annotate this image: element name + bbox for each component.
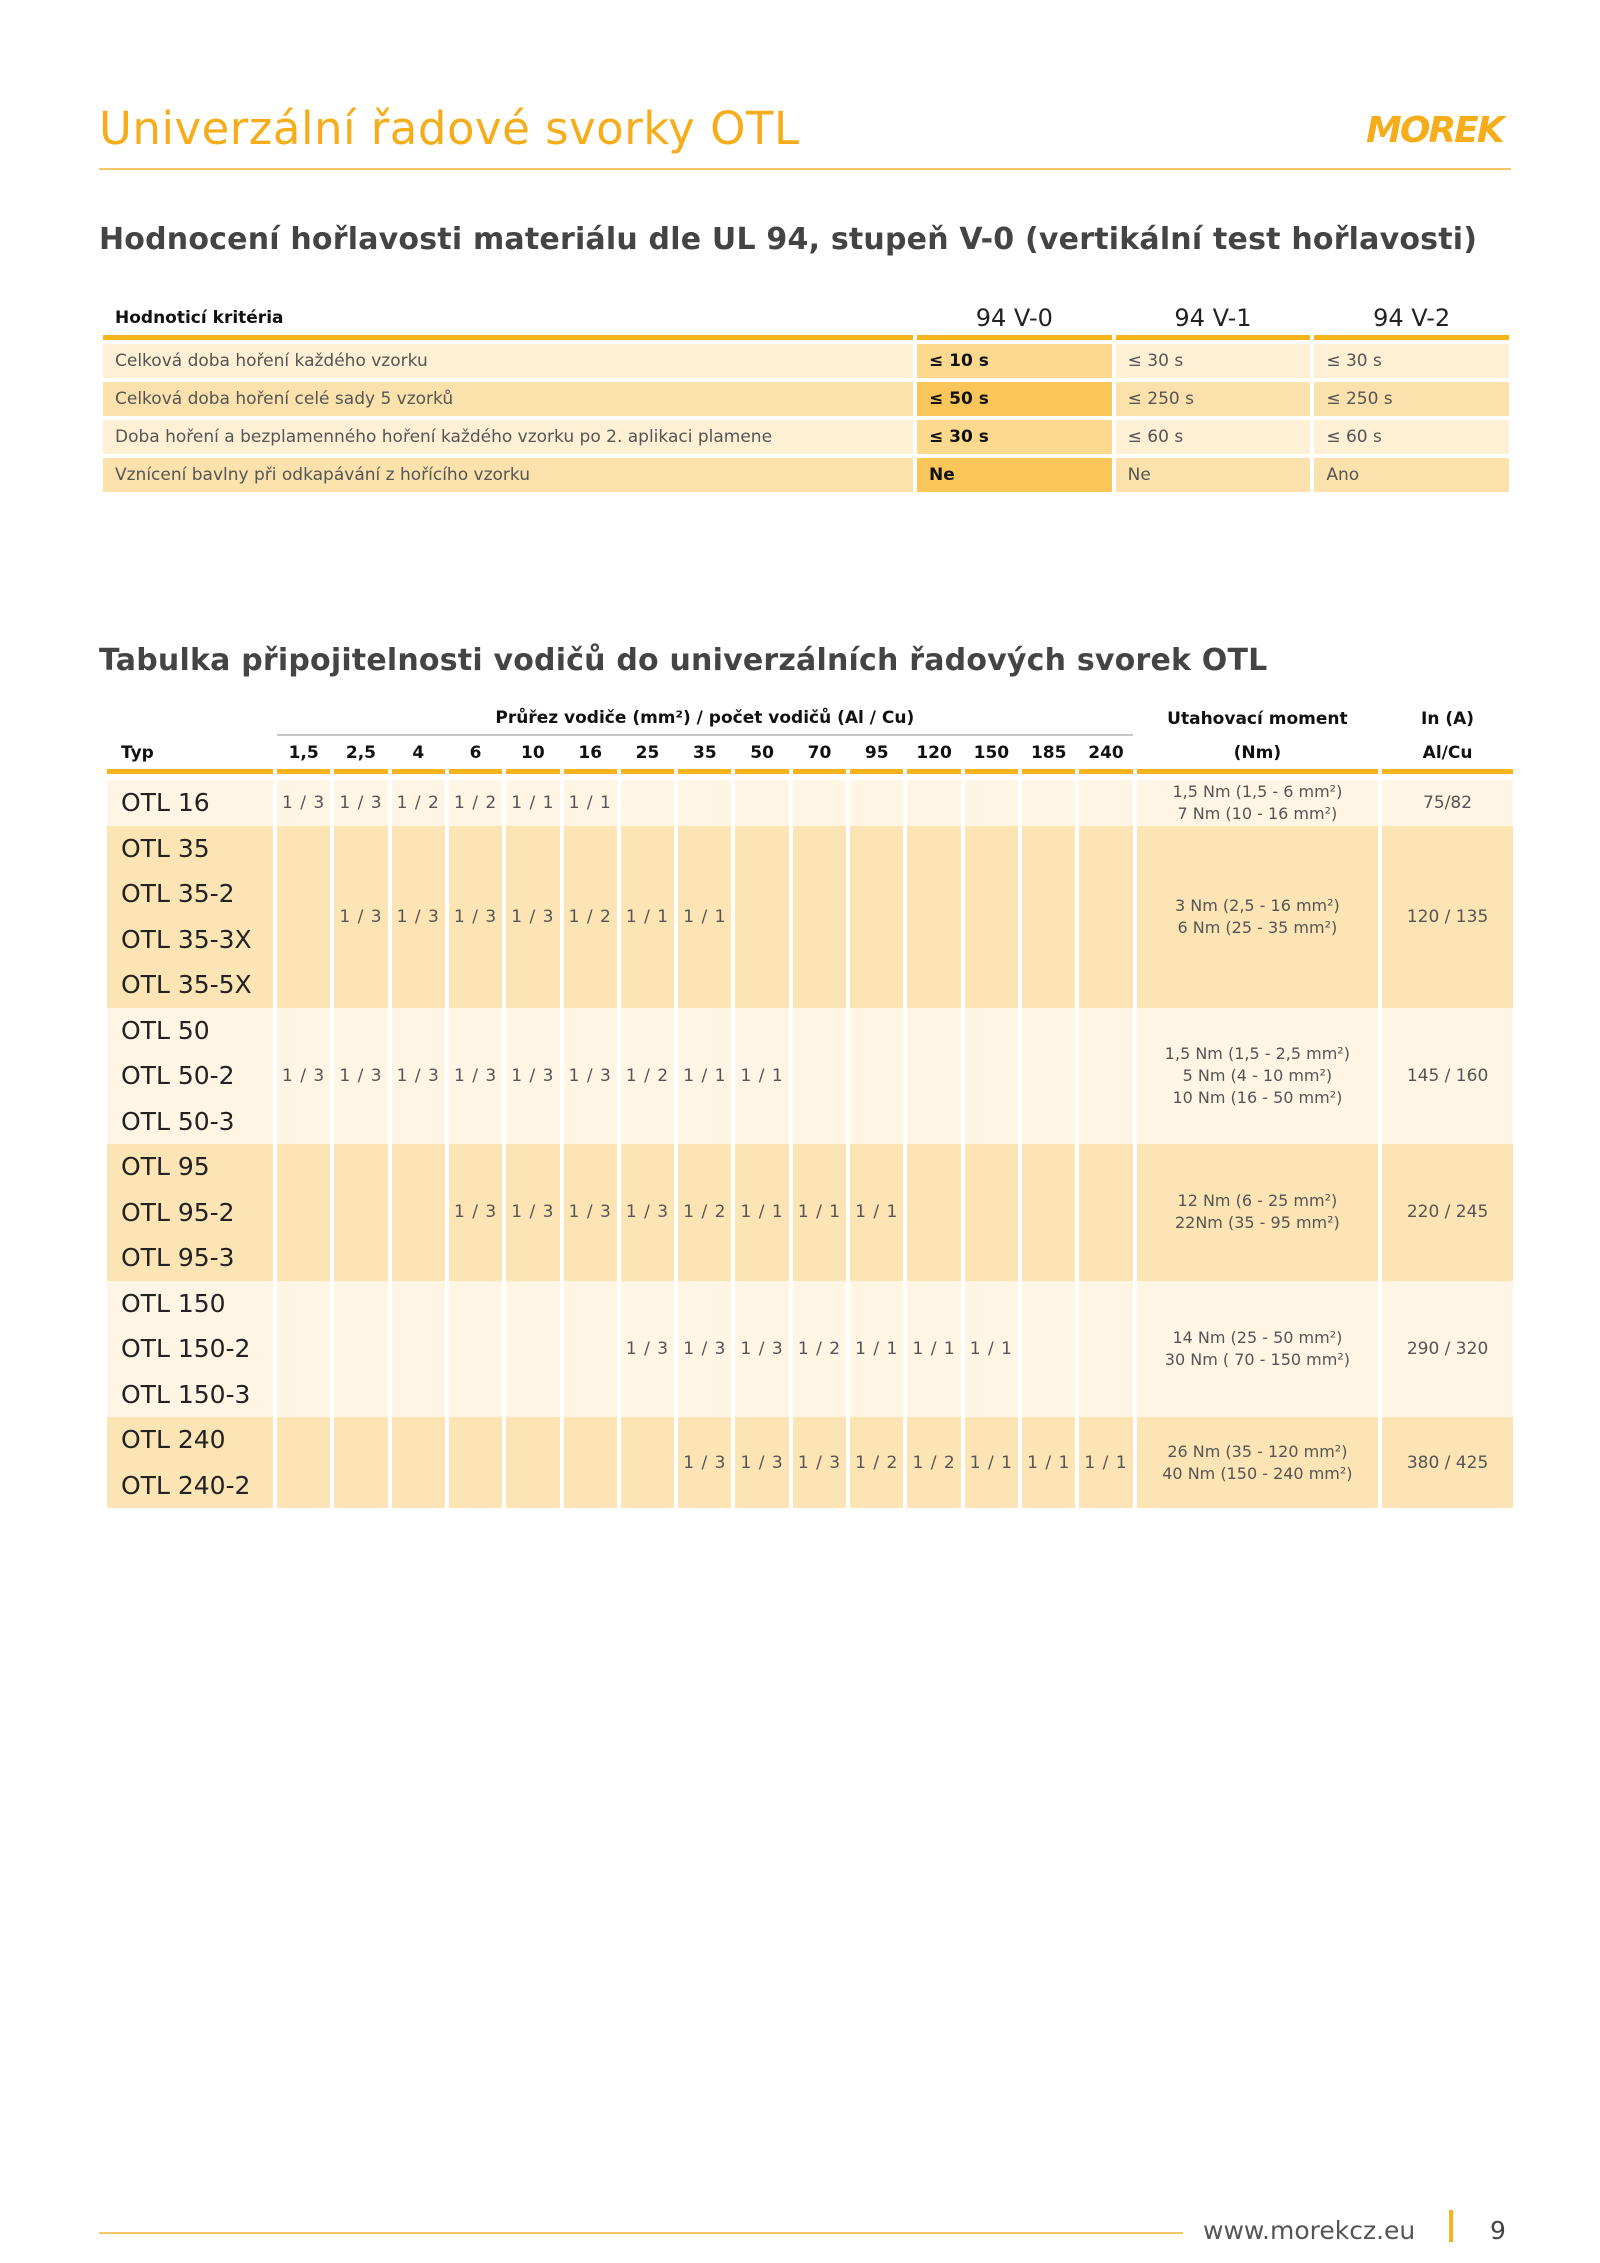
conductor-value-cell: 1 / 2 — [678, 1144, 731, 1281]
torque-line: 12 Nm (6 - 25 mm²) — [1177, 1191, 1338, 1211]
connectivity-header-row-2 — [107, 736, 1513, 774]
current-cell: 380 / 425 — [1382, 1417, 1513, 1508]
conductor-value-cell — [277, 1144, 330, 1281]
conductor-value-cell: 1 / 2 — [392, 780, 445, 826]
conductor-value-cell: 1 / 1 — [965, 1281, 1018, 1418]
type-label: OTL 35-5X — [121, 970, 252, 999]
conductor-value-cell — [907, 1144, 960, 1281]
conductor-value-cell: 1 / 3 — [564, 1144, 617, 1281]
table-row — [103, 458, 1509, 492]
torque-line: 10 Nm (16 - 50 mm²) — [1172, 1087, 1343, 1107]
section-header: 120 — [907, 736, 960, 774]
conductor-value-cell: 1 / 1 — [907, 1281, 960, 1418]
conductor-value-cell — [793, 826, 846, 1008]
cross-section-group-header: Průřez vodiče (mm²) / počet vodičů (Al / Cu) — [277, 702, 1133, 736]
conductor-value-cell: 1 / 1 — [564, 780, 617, 826]
torque-line: 26 Nm (35 - 120 mm²) — [1167, 1441, 1348, 1461]
conductor-value-cell: 1 / 3 — [564, 1008, 617, 1145]
type-label: OTL 35-3X — [121, 924, 252, 954]
current-header: In (A) — [1421, 709, 1475, 729]
table-row — [107, 780, 1513, 826]
section-header: 25 — [621, 736, 674, 774]
conductor-value-cell — [334, 1417, 387, 1508]
conductor-value-cell: 1 / 2 — [907, 1417, 960, 1508]
section-header: 95 — [850, 736, 903, 774]
v0-cell: Ne — [917, 458, 1112, 492]
conductor-value-cell: 1 / 3 — [392, 826, 445, 1008]
conductor-value-cell: 1 / 3 — [621, 1281, 674, 1418]
conductor-value-cell — [392, 1417, 445, 1508]
conductor-value-cell: 1 / 2 — [850, 1417, 903, 1508]
criteria-header: Hodnoticí kritéria — [103, 300, 913, 340]
v1-cell: ≤ 250 s — [1116, 382, 1311, 416]
torque-line: 6 Nm (25 - 35 mm²) — [1177, 917, 1338, 937]
type-label: OTL 150-2 — [121, 1334, 251, 1363]
conductor-value-cell: 1 / 3 — [334, 1008, 387, 1145]
conductor-value-cell — [1022, 826, 1075, 1008]
conductor-value-cell: 1 / 2 — [564, 826, 617, 1008]
table-row — [107, 1281, 1513, 1418]
type-label: OTL 240-2 — [121, 1470, 251, 1500]
conductor-value-cell: 1 / 1 — [621, 826, 674, 1008]
flammability-header-row — [103, 300, 1509, 340]
torque-cell — [1137, 1008, 1378, 1145]
conductor-value-cell — [564, 1417, 617, 1508]
conductor-value-cell — [564, 1281, 617, 1418]
type-label: OTL 150 — [121, 1288, 226, 1318]
conductor-value-cell: 1 / 1 — [1022, 1417, 1075, 1508]
footer-divider — [99, 2232, 1183, 2234]
type-label: OTL 95-2 — [121, 1197, 235, 1227]
conductor-value-cell: 1 / 3 — [621, 1144, 674, 1281]
conductor-value-cell: 1 / 3 — [449, 1144, 502, 1281]
v1-cell: Ne — [1116, 458, 1311, 492]
section-header: 4 — [392, 736, 445, 774]
current-unit-header: Al/Cu — [1382, 736, 1513, 774]
conductor-value-cell — [392, 1144, 445, 1281]
conductor-value-cell — [1022, 1144, 1075, 1281]
conductor-value-cell — [793, 1008, 846, 1145]
current-cell: 145 / 160 — [1382, 1008, 1513, 1145]
conductor-value-cell: 1 / 1 — [1079, 1417, 1132, 1508]
type-label: OTL 35-2 — [121, 879, 235, 908]
conductor-value-cell: 1 / 3 — [506, 1144, 559, 1281]
torque-line: 1,5 Nm (1,5 - 2,5 mm²) — [1164, 1043, 1350, 1063]
conductor-value-cell: 1 / 2 — [449, 780, 502, 826]
conductor-value-cell: 1 / 1 — [678, 826, 731, 1008]
v1-cell: ≤ 30 s — [1116, 344, 1311, 378]
conductor-value-cell — [907, 780, 960, 826]
conductor-value-cell — [449, 1417, 502, 1508]
torque-cell — [1137, 826, 1378, 1008]
criteria-cell: Vznícení bavlny při odkapávání z hořícího vzorku — [103, 458, 913, 492]
type-cell — [107, 1008, 273, 1145]
type-label: OTL 35 — [121, 833, 210, 863]
flammability-table — [99, 296, 1513, 496]
current-cell: 290 / 320 — [1382, 1281, 1513, 1418]
type-cell — [107, 826, 273, 1008]
typ-header: Typ — [107, 736, 273, 774]
section-header: 240 — [1079, 736, 1132, 774]
v2-cell: ≤ 30 s — [1314, 344, 1509, 378]
type-label: OTL 16 — [121, 788, 210, 817]
footer-separator — [1449, 2210, 1453, 2242]
conductor-value-cell — [735, 826, 788, 1008]
conductor-value-cell: 1 / 3 — [735, 1417, 788, 1508]
conductor-value-cell: 1 / 3 — [449, 826, 502, 1008]
conductor-value-cell — [793, 780, 846, 826]
conductor-value-cell — [678, 780, 731, 826]
v2-cell: ≤ 60 s — [1314, 420, 1509, 454]
conductor-value-cell — [1079, 1008, 1132, 1145]
title-divider — [99, 168, 1511, 170]
conductor-value-cell — [506, 1417, 559, 1508]
table-row — [103, 420, 1509, 454]
conductor-value-cell: 1 / 1 — [735, 1144, 788, 1281]
conductor-value-cell: 1 / 1 — [850, 1281, 903, 1418]
type-cell — [107, 780, 273, 826]
conductor-value-cell: 1 / 1 — [735, 1008, 788, 1145]
type-cell — [107, 1281, 273, 1418]
conductor-value-cell — [277, 1417, 330, 1508]
typ-header-spacer — [107, 702, 273, 736]
conductor-value-cell — [392, 1281, 445, 1418]
conductor-value-cell — [1022, 1281, 1075, 1418]
torque-cell — [1137, 1281, 1378, 1418]
connectivity-table — [103, 702, 1517, 1508]
conductor-value-cell — [907, 826, 960, 1008]
section-header: 50 — [735, 736, 788, 774]
torque-unit-header: (Nm) — [1137, 736, 1378, 774]
v0-cell: ≤ 30 s — [917, 420, 1112, 454]
v2-header: 94 V-2 — [1314, 300, 1509, 340]
section-header: 150 — [965, 736, 1018, 774]
conductor-value-cell: 1 / 3 — [334, 780, 387, 826]
table-row — [103, 382, 1509, 416]
current-cell: 75/82 — [1382, 780, 1513, 826]
type-cell — [107, 1144, 273, 1281]
conductor-value-cell: 1 / 3 — [506, 1008, 559, 1145]
conductor-value-cell: 1 / 3 — [449, 1008, 502, 1145]
v2-cell: Ano — [1314, 458, 1509, 492]
torque-line: 3 Nm (2,5 - 16 mm²) — [1174, 895, 1340, 915]
conductor-value-cell: 1 / 3 — [735, 1281, 788, 1418]
type-label: OTL 95-3 — [121, 1243, 235, 1272]
torque-line: 30 Nm ( 70 - 150 mm²) — [1164, 1349, 1350, 1369]
conductor-value-cell — [621, 1417, 674, 1508]
conductor-value-cell — [965, 780, 1018, 826]
v0-cell: ≤ 10 s — [917, 344, 1112, 378]
torque-line: 22Nm (35 - 95 mm²) — [1174, 1213, 1340, 1233]
conductor-value-cell — [506, 1281, 559, 1418]
conductor-value-cell: 1 / 3 — [678, 1281, 731, 1418]
conductor-value-cell — [1022, 780, 1075, 826]
section-header: 10 — [506, 736, 559, 774]
criteria-cell: Doba hoření a bezplamenného hoření každého vzorku po 2. aplikaci plamene — [103, 420, 913, 454]
section-header: 70 — [793, 736, 846, 774]
section-header: 16 — [564, 736, 617, 774]
conductor-value-cell — [1022, 1008, 1075, 1145]
conductor-value-cell — [1079, 1281, 1132, 1418]
conductor-value-cell: 1 / 2 — [793, 1281, 846, 1418]
torque-line: 7 Nm (10 - 16 mm²) — [1177, 803, 1338, 823]
conductor-value-cell: 1 / 2 — [621, 1008, 674, 1145]
current-cell: 220 / 245 — [1382, 1144, 1513, 1281]
conductor-value-cell: 1 / 3 — [506, 826, 559, 1008]
conductor-value-cell — [1079, 826, 1132, 1008]
conductor-value-cell — [277, 1281, 330, 1418]
type-label: OTL 95 — [121, 1152, 210, 1181]
conductor-value-cell — [850, 780, 903, 826]
criteria-cell: Celková doba hoření celé sady 5 vzorků — [103, 382, 913, 416]
conductor-value-cell: 1 / 1 — [965, 1417, 1018, 1508]
v1-header: 94 V-1 — [1116, 300, 1311, 340]
connectivity-header-row-1 — [107, 702, 1513, 736]
conductor-value-cell: 1 / 3 — [678, 1417, 731, 1508]
conductor-value-cell — [907, 1008, 960, 1145]
v0-header: 94 V-0 — [917, 300, 1112, 340]
table-row — [107, 1417, 1513, 1508]
conductor-value-cell — [850, 826, 903, 1008]
type-label: OTL 50-2 — [121, 1061, 235, 1090]
connectivity-section-title: Tabulka připojitelnosti vodičů do univerzálních řadových svorek OTL — [99, 643, 1268, 678]
torque-cell — [1137, 1417, 1378, 1508]
conductor-value-cell: 1 / 3 — [277, 780, 330, 826]
conductor-value-cell — [1079, 1144, 1132, 1281]
type-cell — [107, 1417, 273, 1508]
conductor-value-cell — [735, 780, 788, 826]
torque-line: 14 Nm (25 - 50 mm²) — [1172, 1327, 1343, 1347]
v0-cell: ≤ 50 s — [917, 382, 1112, 416]
conductor-value-cell: 1 / 3 — [277, 1008, 330, 1145]
conductor-value-cell: 1 / 1 — [506, 780, 559, 826]
v2-cell: ≤ 250 s — [1314, 382, 1509, 416]
conductor-value-cell: 1 / 1 — [793, 1144, 846, 1281]
table-row — [107, 1144, 1513, 1281]
conductor-value-cell — [334, 1144, 387, 1281]
conductor-value-cell: 1 / 3 — [392, 1008, 445, 1145]
section-header: 1,5 — [277, 736, 330, 774]
section-header: 185 — [1022, 736, 1075, 774]
page-title: Univerzální řadové svorky OTL — [99, 102, 800, 155]
torque-line: 1,5 Nm (1,5 - 6 mm²) — [1172, 781, 1343, 801]
torque-cell — [1137, 780, 1378, 826]
section-header: 6 — [449, 736, 502, 774]
v1-cell: ≤ 60 s — [1116, 420, 1311, 454]
type-label: OTL 150-3 — [121, 1379, 251, 1409]
conductor-value-cell — [965, 1008, 1018, 1145]
flammability-section-title: Hodnocení hořlavosti materiálu dle UL 94, stupeň V-0 (vertikální test hořlavosti) — [99, 222, 1478, 257]
conductor-value-cell — [449, 1281, 502, 1418]
morek-logo — [1366, 108, 1510, 148]
conductor-value-cell — [965, 826, 1018, 1008]
conductor-value-cell — [850, 1008, 903, 1145]
conductor-value-cell — [277, 826, 330, 1008]
torque-header: Utahovací moment — [1167, 709, 1348, 729]
type-label: OTL 240 — [121, 1425, 226, 1454]
conductor-value-cell — [334, 1281, 387, 1418]
type-label: OTL 50-3 — [121, 1106, 235, 1136]
table-row — [107, 1008, 1513, 1145]
page-number: 9 — [1490, 2216, 1506, 2245]
conductor-value-cell: 1 / 3 — [793, 1417, 846, 1508]
section-header: 35 — [678, 736, 731, 774]
table-row — [103, 344, 1509, 378]
footer-website-link[interactable]: www.morekcz.eu — [1203, 2216, 1416, 2245]
torque-line: 5 Nm (4 - 10 mm²) — [1182, 1065, 1333, 1085]
torque-line: 40 Nm (150 - 240 mm²) — [1162, 1463, 1353, 1483]
type-label: OTL 50 — [121, 1015, 210, 1045]
logo-text: MOREK — [1366, 110, 1503, 148]
current-cell: 120 / 135 — [1382, 826, 1513, 1008]
table-row — [107, 826, 1513, 1008]
conductor-value-cell: 1 / 3 — [334, 826, 387, 1008]
torque-cell — [1137, 1144, 1378, 1281]
conductor-value-cell — [965, 1144, 1018, 1281]
criteria-cell: Celková doba hoření každého vzorku — [103, 344, 913, 378]
conductor-value-cell: 1 / 1 — [850, 1144, 903, 1281]
section-header: 2,5 — [334, 736, 387, 774]
conductor-value-cell: 1 / 1 — [678, 1008, 731, 1145]
conductor-value-cell — [1079, 780, 1132, 826]
conductor-value-cell — [621, 780, 674, 826]
